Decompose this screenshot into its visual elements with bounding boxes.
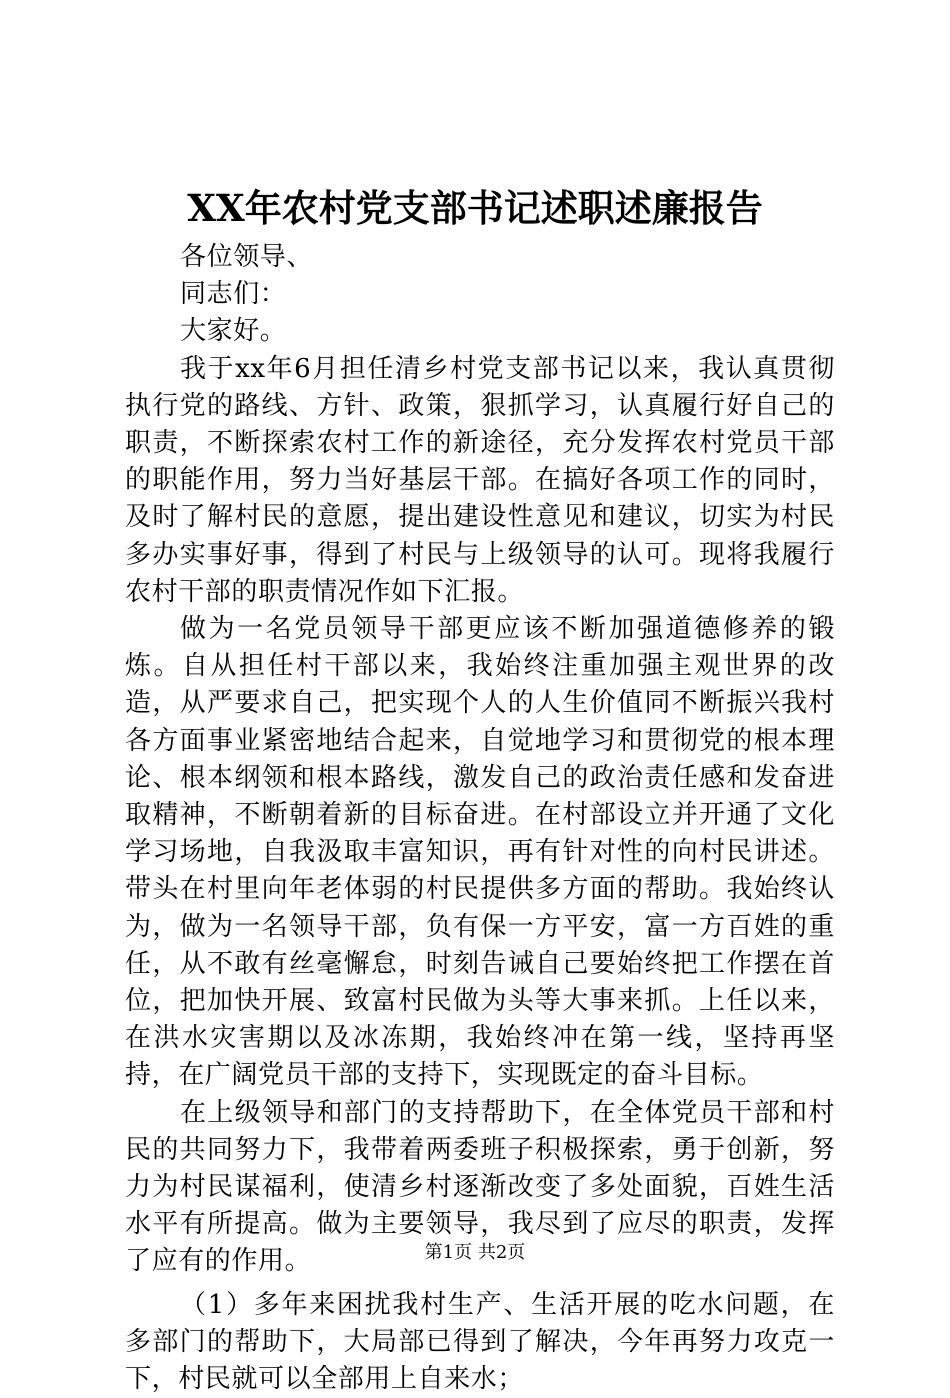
paragraph-achievements: 在上级领导和部门的支持帮助下，在全体党员干部和村民的共同努力下，我带着两委班子积极探索，勇于创新，努力为村民谋福利，使清乡村逐渐改变了多处面貌，百姓生活水平有所提高。做为主要领导，我尽到了应尽的职责，发挥了应有的作用。 <box>125 1097 835 1277</box>
salutation-leaders: 各位领导、 <box>180 242 314 272</box>
paragraph-moral-cultivation: 做为一名党员领导干部更应该不断加强道德修养的锻炼。自从担任村干部以来，我始终注重加强主观世界的改造，从严要求自己，把实现个人的人生价值同不断振兴我村各方面事业紧密地结合起来，自觉地学习和贯彻党的根本理论、根本纲领和根本路线，激发自己的政治责任感和发奋进取精神，不断朝着新的目标奋进。在村部设立并开通了文化学习场地，自我汲取丰富知识，再有针对性的向村民讲述。带头在村里向年老体弱的村民提供多方面的帮助。我始终认为，做为一名领导干部，负有保一方平安，富一方百姓的重任，从不敢有丝毫懈怠，时刻告诫自己要始终把工作摆在首位，把加快开展、致富村民做为头等大事来抓。上任以来，在洪水灾害期以及冰冻期，我始终冲在第一线，坚持再坚持，在广阔党员干部的支持下，实现既定的奋斗目标。 <box>125 614 835 1091</box>
document-title: XX年农村党支部书记述职述廉报告 <box>187 186 763 230</box>
document-body <box>125 239 835 1398</box>
list-item-water-supply: （1）多年来困扰我村生产、生活开展的吃水问题，在多部门的帮助下，大局部已得到了解决，今年再努力攻克一下，村民就可以全部用上自来水； <box>125 1289 835 1395</box>
page-number-footer: 第1页 共2页 <box>424 1242 526 1263</box>
salutation-greeting: 大家好。 <box>180 316 287 347</box>
salutation-comrades: 同志们： <box>180 279 287 310</box>
paragraph-intro: 我于xx年6月担任清乡村党支部书记以来，我认真贯彻执行党的路线、方针、政策，狠抓学习，认真履行好自己的职责，不断探索农村工作的新途径，充分发挥农村党员干部的职能作用，努力当好基层干部。在搞好各项工作的同时，及时了解村民的意愿，提出建设性意见和建议，切实为村民多办实事好事，得到了村民与上级领导的认可。现将我履行农村干部的职责情况作如下汇报。 <box>125 353 835 607</box>
